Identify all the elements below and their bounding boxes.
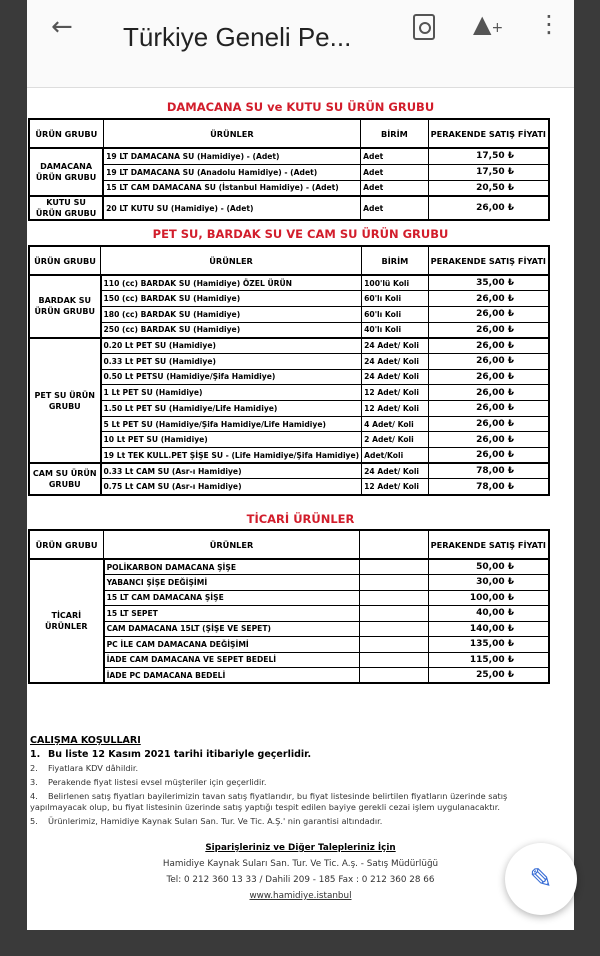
header-group: ÜRÜN GRUBU [29,119,103,148]
drive-add-icon[interactable]: ▲+ [473,10,504,38]
product-unit [359,559,428,575]
product-unit: 2 Adet/ Koli [362,432,428,448]
product-price: 25,00 ₺ [428,668,549,684]
pdf-viewer-screen [27,0,574,930]
product-price: 26,00 ₺ [428,401,549,417]
product-price: 17,50 ₺ [428,164,549,180]
table-row [29,291,549,307]
table-row [29,148,549,164]
product-unit: 12 Adet/ Koli [362,385,428,401]
product-price: 40,00 ₺ [428,606,549,622]
footer-contact: Tel: 0 212 360 13 33 / Dahili 209 - 185 Fax : 0 212 360 28 66 [166,875,435,885]
product-name: POLİKARBON DAMACANA ŞİŞE [104,559,360,575]
product-name: 10 Lt PET SU (Hamidiye) [101,432,362,448]
conditions-heading: CALIŞMA KOŞULLARI [30,735,141,746]
condition-number: 4. [30,791,38,801]
product-name: 20 LT KUTU SU (Hamidiye) - (Adet) [103,196,361,220]
product-price: 26,00 ₺ [428,416,549,432]
product-price: 26,00 ₺ [428,306,549,322]
product-name: 250 (cc) BARDAK SU (Hamidiye) [101,322,362,338]
product-price: 26,00 ₺ [428,369,549,385]
price-table [28,245,550,496]
product-unit [359,652,428,668]
product-unit: Adet [361,148,428,164]
condition-item [30,763,560,774]
condition-item [30,777,560,788]
table-row [29,401,549,417]
product-name: 19 Lt TEK KULL.PET ŞİŞE SU - (Life Hamidiye/Şifa Hamidiye) [101,448,362,464]
header-products: ÜRÜNLER [101,246,362,275]
condition-number: 3. [30,777,38,787]
footer [27,840,574,904]
product-unit: 24 Adet/ Koli [362,338,428,354]
table-row [29,668,549,684]
working-conditions [30,735,560,830]
product-price: 26,00 ₺ [428,432,549,448]
product-name: YABANCI ŞİŞE DEĞİŞİMİ [104,575,360,591]
header-products: ÜRÜNLER [104,530,360,559]
product-group: TİCARİ ÜRÜNLER [29,559,104,683]
product-unit: 100'lü Koli [362,275,428,291]
table-row [29,338,549,354]
product-name: 150 (cc) BARDAK SU (Hamidiye) [101,291,362,307]
table-row [29,180,549,196]
table-header-row [29,119,549,148]
condition-item [30,749,560,760]
product-name: PC İLE CAM DAMACANA DEĞİŞİMİ [104,637,360,653]
product-price: 140,00 ₺ [428,621,549,637]
product-unit [359,668,428,684]
product-group: PET SU ÜRÜN GRUBU [29,338,101,464]
table-row [29,322,549,338]
header-group: ÜRÜN GRUBU [29,530,104,559]
product-price: 115,00 ₺ [428,652,549,668]
product-price: 26,00 ₺ [428,196,549,220]
header-price: PERAKENDE SATIŞ FİYATI [428,246,549,275]
product-unit [359,590,428,606]
section-title: DAMACANA SU ve KUTU SU ÜRÜN GRUBU [166,100,435,114]
condition-text: Perakende fiyat listesi evsel müşteriler için geçerlidir. [48,777,267,787]
table-row [29,606,549,622]
product-unit: Adet/Koli [362,448,428,464]
product-price: 26,00 ₺ [428,385,549,401]
table-row [29,306,549,322]
product-name: 15 LT SEPET [104,606,360,622]
product-name: 1 Lt PET SU (Hamidiye) [101,385,362,401]
product-name: 0.33 Lt CAM SU (Asr-ı Hamidiye) [101,463,362,479]
condition-item [30,791,560,813]
table-row [29,275,549,291]
product-price: 26,00 ₺ [428,448,549,464]
product-price: 17,50 ₺ [428,148,549,164]
product-unit: 40'lı Koli [362,322,428,338]
product-group: BARDAK SU ÜRÜN GRUBU [29,275,101,338]
condition-text: Fiyatlara KDV dâhildir. [48,763,139,773]
product-unit: Adet [361,196,428,220]
product-unit: 12 Adet/ Koli [362,479,428,495]
table-row [29,416,549,432]
table-row [29,463,549,479]
section-title: PET SU, BARDAK SU VE CAM SU ÜRÜN GRUBU [152,227,449,241]
product-group: CAM SU ÜRÜN GRUBU [29,463,101,494]
pencil-icon: ✎ [529,862,553,895]
product-name: 15 LT CAM DAMACANA ŞİŞE [104,590,360,606]
product-name: 110 (cc) BARDAK SU (Hamidiye) ÖZEL ÜRÜN [101,275,362,291]
product-unit: 24 Adet/ Koli [362,369,428,385]
header-unit: BİRİM [361,119,428,148]
table-row [29,369,549,385]
header-unit: BİRİM [362,246,428,275]
product-price: 20,50 ₺ [428,180,549,196]
condition-text: Ürünlerimiz, Hamidiye Kaynak Suları San. Tur. Ve Tic. A.Ş.' nin garantisi altındadır. [48,816,383,826]
product-unit [359,606,428,622]
table-row [29,621,549,637]
product-name: 15 LT CAM DAMACANA SU (İstanbul Hamidiye) - (Adet) [103,180,361,196]
table-row [29,590,549,606]
price-table [28,529,550,684]
product-price: 26,00 ₺ [428,338,549,354]
product-unit: 24 Adet/ Koli [362,463,428,479]
price-table [28,118,550,221]
header-group: ÜRÜN GRUBU [29,246,101,275]
find-in-page-icon[interactable] [413,14,435,40]
table-row [29,196,549,220]
product-price: 78,00 ₺ [428,463,549,479]
document-title: Türkiye Geneli Pe... [123,22,352,52]
condition-number: 2. [30,763,38,773]
condition-number: 5. [30,816,38,826]
product-unit [359,575,428,591]
header-price: PERAKENDE SATIŞ FİYATI [428,119,549,148]
footer-company: Hamidiye Kaynak Suları San. Tur. Ve Tic. A.ş. - Satış Müdürlüğü [162,859,439,869]
product-unit: 24 Adet/ Koli [362,353,428,369]
table-row [29,385,549,401]
product-price: 78,00 ₺ [428,479,549,495]
table-row [29,575,549,591]
product-name: 180 (cc) BARDAK SU (Hamidiye) [101,306,362,322]
website-link[interactable]: www.hamidiye.istanbul [249,891,352,901]
product-group: KUTU SU ÜRÜN GRUBU [29,196,103,220]
product-price: 135,00 ₺ [428,637,549,653]
more-vert-icon[interactable]: ⋮ [537,10,561,38]
table-header-row [29,246,549,275]
table-row [29,652,549,668]
product-name: 5 Lt PET SU (Hamidiye/Şifa Hamidiye/Life Hamidiye) [101,416,362,432]
table-row [29,432,549,448]
product-price: 26,00 ₺ [428,322,549,338]
product-name: 0.20 Lt PET SU (Hamidiye) [101,338,362,354]
header-products: ÜRÜNLER [103,119,361,148]
product-price: 26,00 ₺ [428,291,549,307]
table-row [29,559,549,575]
header-price: PERAKENDE SATIŞ FİYATI [428,530,549,559]
product-name: CAM DAMACANA 15LT (ŞİŞE VE SEPET) [104,621,360,637]
condition-number: 1. [30,749,41,760]
product-unit: 60'lı Koli [362,306,428,322]
product-price: 35,00 ₺ [428,275,549,291]
product-unit: Adet [361,164,428,180]
table-row [29,448,549,464]
product-unit: 12 Adet/ Koli [362,401,428,417]
table-row [29,164,549,180]
table-row [29,479,549,495]
product-name: İADE PC DAMACANA BEDELİ [104,668,360,684]
product-unit: 60'lı Koli [362,291,428,307]
product-unit [359,621,428,637]
footer-heading: Siparişleriniz ve Diğer Talepleriniz İçin [205,843,396,853]
product-name: 0.50 Lt PETSU (Hamidiye/Şifa Hamidiye) [101,369,362,385]
product-unit: Adet [361,180,428,196]
product-group: DAMACANA ÜRÜN GRUBU [29,148,103,196]
section-title: TİCARİ ÜRÜNLER [246,512,355,526]
product-name: 19 LT DAMACANA SU (Anadolu Hamidiye) - (Adet) [103,164,361,180]
header-unit [359,530,428,559]
product-price: 50,00 ₺ [428,559,549,575]
table-row [29,353,549,369]
product-name: 19 LT DAMACANA SU (Hamidiye) - (Adet) [103,148,361,164]
back-arrow-icon[interactable]: ← [51,12,73,42]
product-name: 0.75 Lt CAM SU (Asr-ı Hamidiye) [101,479,362,495]
product-unit [359,637,428,653]
condition-item [30,816,560,827]
product-price: 26,00 ₺ [428,353,549,369]
product-price: 100,00 ₺ [428,590,549,606]
condition-text: Bu liste 12 Kasım 2021 tarihi itibariyle geçerlidir. [48,749,312,760]
table-header-row [29,530,549,559]
product-unit: 4 Adet/ Koli [362,416,428,432]
product-name: 1.50 Lt PET SU (Hamidiye/Life Hamidiye) [101,401,362,417]
product-name: İADE CAM DAMACANA VE SEPET BEDELİ [104,652,360,668]
condition-text: Belirlenen satış fiyatları bayilerimizin tavan satış fiyatlarıdır, bu fiyat listesinde belirtilen fiyatların üzerinde satış yapılmayacak olup, bu fiyat listesinin üzerinde satış yaptığı tespit edilen bayiye gerekli cezai işlem uygulanacaktır. [30,791,508,812]
product-price: 30,00 ₺ [428,575,549,591]
edit-button[interactable] [505,843,577,915]
app-bar [27,0,574,88]
table-row [29,637,549,653]
product-name: 0.33 Lt PET SU (Hamidiye) [101,353,362,369]
